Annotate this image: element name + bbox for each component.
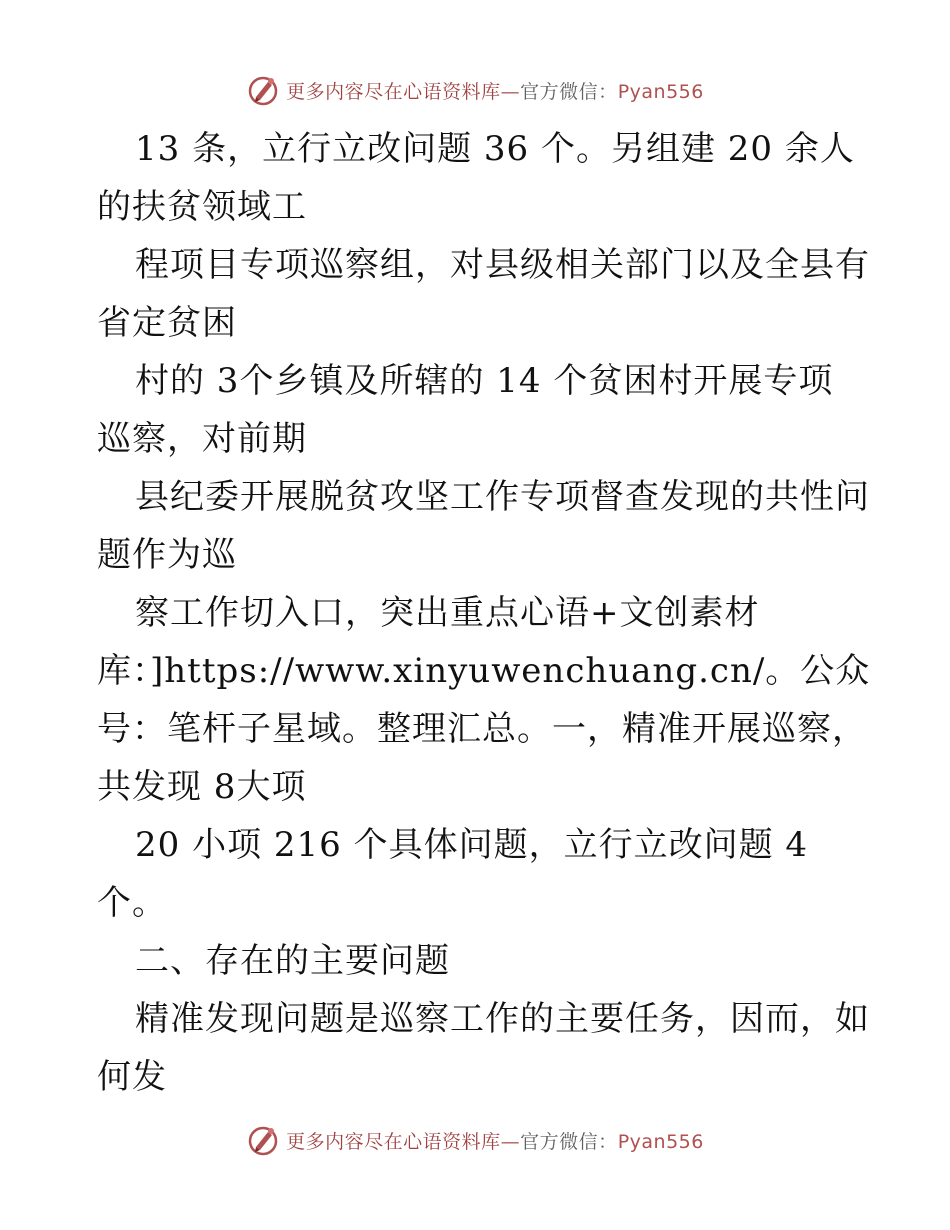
pen-logo-icon bbox=[246, 73, 280, 107]
text-line: 13 条，立行立改问题 36 个。另组建 20 余人 bbox=[135, 129, 855, 169]
text-line: 20 小项 216 个具体问题，立行立改问题 4 bbox=[135, 825, 809, 865]
document-body bbox=[97, 120, 871, 1106]
text-line: 题作为巡 bbox=[97, 535, 237, 575]
text-line-url: 库：]https://www.xinyuwenchuang.cn/。公众 bbox=[97, 651, 871, 691]
watermark-group bbox=[246, 73, 704, 107]
watermark-group bbox=[246, 1123, 704, 1157]
text-line: 村的 3个乡镇及所辖的 14 个贫困村开展专项 bbox=[135, 361, 834, 401]
section-heading: 二、存在的主要问题 bbox=[135, 941, 450, 981]
text-line: 的扶贫领域工 bbox=[97, 187, 307, 227]
watermark-label: 更多内容尽在心语资料库 bbox=[286, 80, 501, 103]
text-line: 程项目专项巡察组，对县级相关部门以及全县有 bbox=[135, 245, 870, 285]
text-line: 号：笔杆子星域。整理汇总。一，精准开展巡察， bbox=[97, 709, 867, 749]
watermark-text bbox=[286, 77, 704, 104]
header-watermark bbox=[0, 70, 950, 110]
watermark-wechat-label: 官方微信： bbox=[520, 1130, 618, 1153]
text-line: 精准发现问题是巡察工作的主要任务，因而，如 bbox=[135, 999, 870, 1039]
watermark-account: Pyan556 bbox=[617, 80, 704, 103]
text-line: 共发现 8大项 bbox=[97, 767, 307, 807]
text-line: 巡察，对前期 bbox=[97, 419, 307, 459]
footer-watermark bbox=[0, 1120, 950, 1160]
watermark-account: Pyan556 bbox=[617, 1130, 704, 1153]
watermark-dash: — bbox=[500, 80, 521, 103]
text-line: 何发 bbox=[97, 1057, 167, 1097]
text-line: 察工作切入口，突出重点心语+文创素材 bbox=[135, 593, 760, 633]
text-line: 县纪委开展脱贫攻坚工作专项督查发现的共性问 bbox=[135, 477, 870, 517]
watermark-text bbox=[286, 1127, 704, 1154]
watermark-dash: — bbox=[500, 1130, 521, 1153]
watermark-wechat-label: 官方微信： bbox=[520, 80, 618, 103]
pen-logo-icon bbox=[246, 1123, 280, 1157]
watermark-label: 更多内容尽在心语资料库 bbox=[286, 1130, 501, 1153]
text-line: 个。 bbox=[97, 883, 167, 923]
text-line: 省定贫困 bbox=[97, 303, 237, 343]
